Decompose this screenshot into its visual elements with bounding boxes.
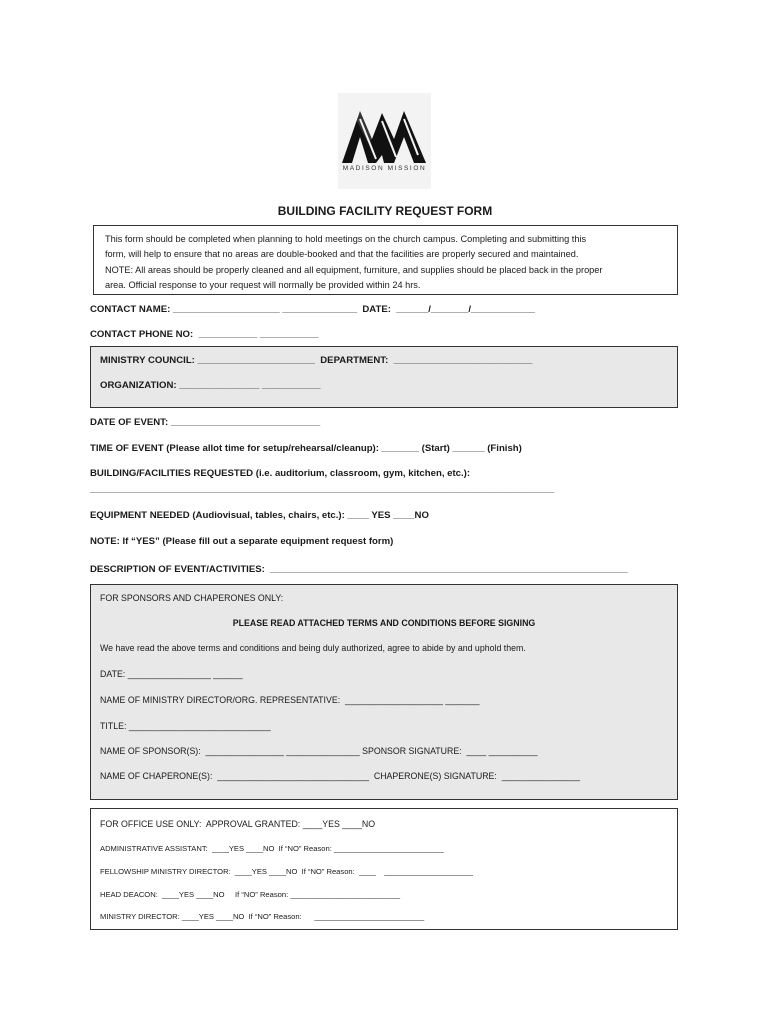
equipment-needed-field[interactable]: EQUIPMENT NEEDED (Audiovisual, tables, chairs, etc.): ____ YES ____NO: [90, 510, 429, 521]
ministry-box: [90, 346, 678, 408]
ministry-council-field[interactable]: MINISTRY COUNCIL: ______________________ DEPARTMENT: __________________________: [100, 355, 533, 366]
date-of-event-field[interactable]: DATE OF EVENT: ____________________________: [90, 417, 321, 428]
title-field[interactable]: TITLE: _____________________________: [100, 721, 271, 731]
sponsors-box: [90, 584, 678, 800]
building-requested-label: BUILDING/FACILITIES REQUESTED (i.e. auditorium, classroom, gym, kitchen, etc.):: [90, 468, 471, 479]
sponsors-header: FOR SPONSORS AND CHAPERONES ONLY:: [100, 593, 284, 603]
description-field[interactable]: DESCRIPTION OF EVENT/ACTIVITIES: ___________________________________________________________________: [90, 564, 628, 575]
intro-line: This form should be completed when planning to hold meetings on the church campus. Completing and submitting this: [105, 234, 587, 244]
contact-phone-field[interactable]: CONTACT PHONE NO: ___________ ___________: [90, 329, 319, 340]
mountain-logo-icon: [338, 93, 431, 189]
logo-text: MADISON MISSION: [342, 165, 427, 172]
office-use-box: [90, 808, 678, 930]
ministry-director-field[interactable]: MINISTRY DIRECTOR: ____YES ____NO If “NO” Reason: __________________________: [100, 912, 425, 921]
head-deacon-field[interactable]: HEAD DEACON: ____YES ____NO If “NO” Reason: __________________________: [100, 890, 401, 899]
intro-line: NOTE: All areas should be properly cleaned and all equipment, furniture, and supplies should be placed back in the proper: [105, 264, 603, 275]
contact-name-field[interactable]: CONTACT NAME: ____________________ ______________ DATE: ______/_______/____________: [90, 304, 536, 315]
agreement-text: We have read the above terms and conditions and being duly authorized, agree to abide by and uphold them.: [100, 643, 526, 653]
intro-line: form, will help to ensure that no areas are double-booked and that the facilities are properly secured and maintained.: [105, 249, 579, 260]
office-approval-field[interactable]: FOR OFFICE USE ONLY: APPROVAL GRANTED: ____YES ____NO: [100, 819, 376, 829]
equipment-note: NOTE: If “YES” (Please fill out a separate equipment request form): [90, 536, 394, 547]
building-requested-line[interactable]: _______________________________________________________________________________________: [90, 484, 555, 495]
intro-box: [93, 225, 678, 295]
intro-line: area. Official response to your request will normally be provided within 24 hrs.: [105, 280, 421, 291]
sponsor-name-field[interactable]: NAME OF SPONSOR(S): ________________ _______________ SPONSOR SIGNATURE: ____ __________: [100, 746, 538, 756]
madison-mission-logo: [338, 93, 431, 189]
sponsor-date-field[interactable]: DATE: _________________ ______: [100, 669, 243, 679]
terms-notice: PLEASE READ ATTACHED TERMS AND CONDITIONS BEFORE SIGNING: [232, 618, 536, 628]
organization-field[interactable]: ORGANIZATION: _______________ ___________: [100, 380, 321, 391]
fellowship-director-field[interactable]: FELLOWSHIP MINISTRY DIRECTOR: ____YES ____NO If “NO” Reason: ____ _____________________: [100, 867, 473, 876]
chaperone-name-field[interactable]: NAME OF CHAPERONE(S): _______________________________ CHAPERONE(S) SIGNATURE: ________________: [100, 771, 581, 781]
admin-assistant-field[interactable]: ADMINISTRATIVE ASSISTANT: ____YES ____NO If “NO” Reason: __________________________: [100, 844, 444, 853]
ministry-director-name-field[interactable]: NAME OF MINISTRY DIRECTOR/ORG. REPRESENTATIVE: ____________________ _______: [100, 695, 480, 705]
page-title: BUILDING FACILITY REQUEST FORM: [277, 204, 493, 218]
time-of-event-field[interactable]: TIME OF EVENT (Please allot time for setup/rehearsal/cleanup): _______ (Start) ______ (Finish): [90, 443, 522, 454]
